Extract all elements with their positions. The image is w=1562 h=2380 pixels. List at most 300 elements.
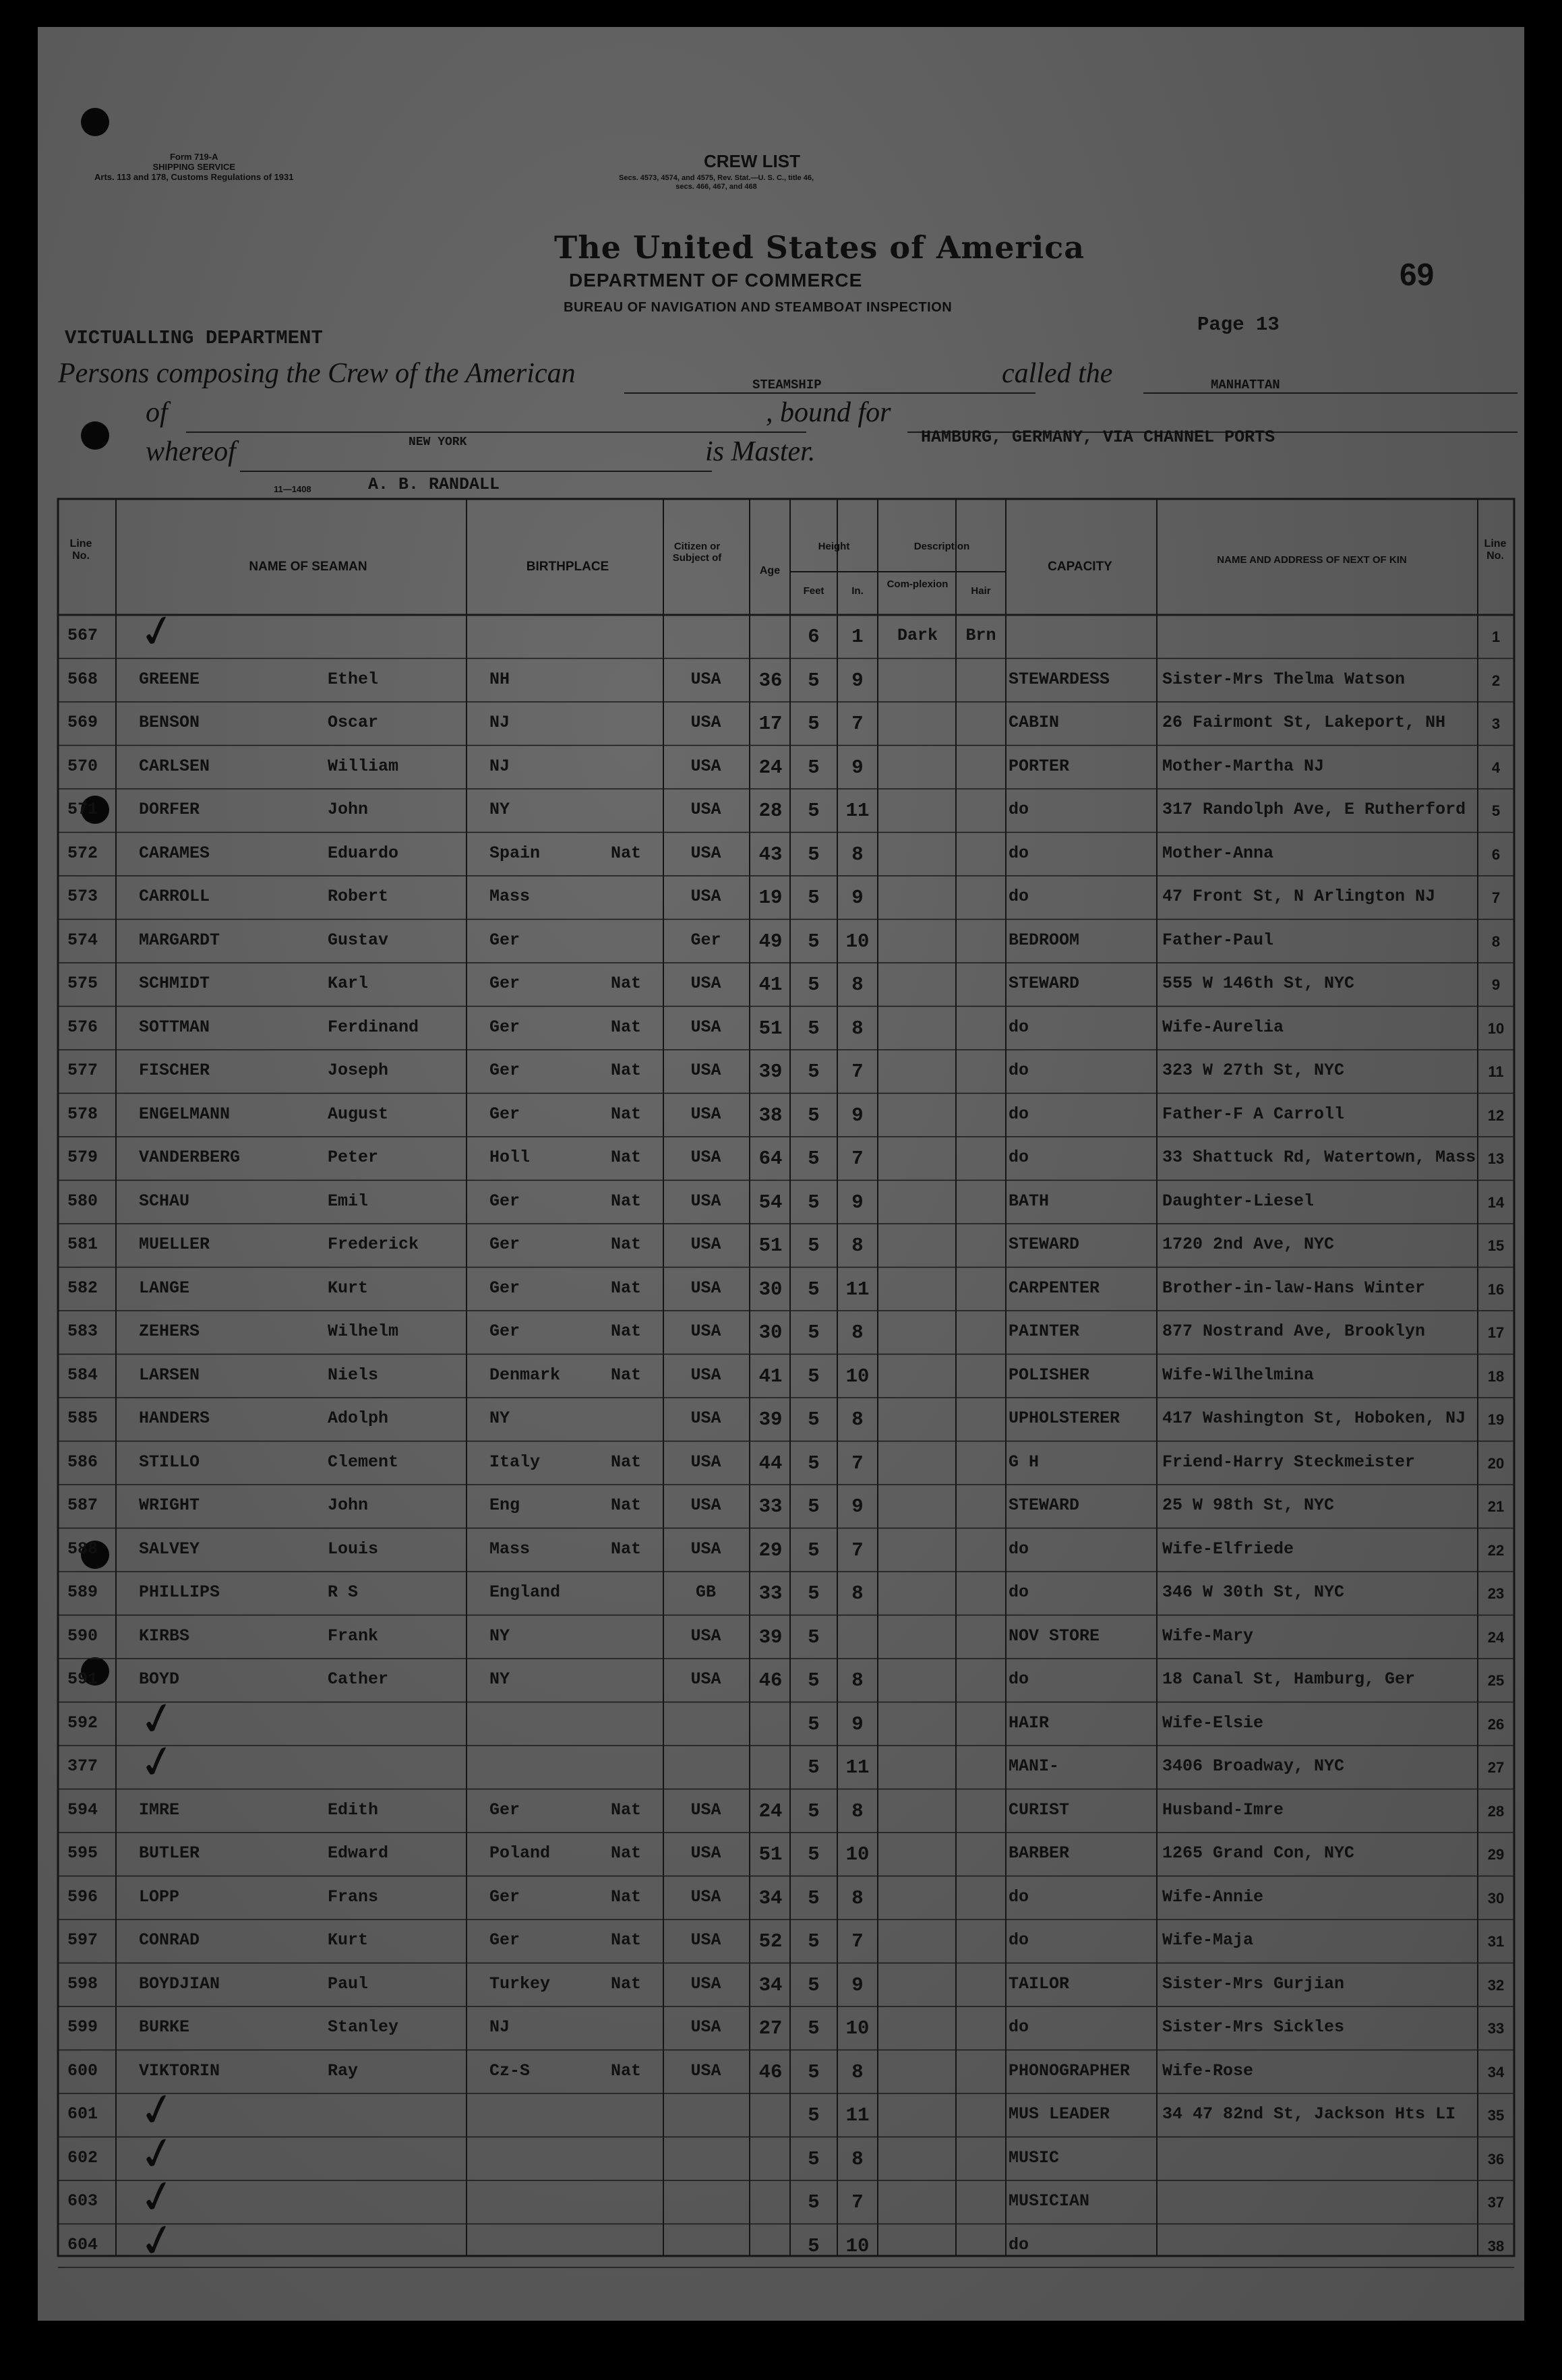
citizen-of: USA [690,1930,721,1950]
height-feet: 5 [808,1365,820,1388]
line-number: 8 [1491,932,1501,950]
next-of-kin: 317 Randolph Ave, E Rutherford [1162,800,1466,819]
seaman-surname: LARSEN [139,1365,200,1385]
height-feet: 5 [808,669,820,692]
next-of-kin: 1720 2nd Ave, NYC [1162,1234,1335,1254]
next-of-kin: Wife-Elfriede [1162,1539,1294,1559]
birthplace: Ger [489,1234,520,1254]
birthplace: Ger [489,930,520,950]
height-feet: 5 [808,800,820,822]
birthplace: Denmark [489,1365,561,1385]
seaman-given-name: John [328,1495,369,1515]
height-inches: 7 [851,713,864,735]
height-feet: 5 [808,756,820,779]
row-serial: 583 [67,1321,98,1341]
check-mark-icon: ✓ [133,2168,181,2226]
next-of-kin: Husband-Imre [1162,1799,1284,1820]
check-mark-icon: ✓ [133,2211,181,2270]
birthplace: NY [489,1669,510,1689]
height-inches: 7 [851,1061,864,1083]
capacity: do [1009,1061,1029,1080]
citizen-of: USA [690,669,721,689]
age: 46 [758,1669,783,1692]
height-feet: 5 [808,1104,820,1127]
height-inches: 10 [845,930,870,953]
seaman-given-name: Emil [328,1191,369,1211]
capacity: STEWARD [1009,1234,1080,1254]
row-serial: 568 [67,669,98,689]
row-serial: 569 [67,713,98,732]
department-name: DEPARTMENT OF COMMERCE [569,270,863,291]
is-master-label: is Master. [705,436,816,467]
age: 41 [758,1365,783,1388]
height-inches: 7 [851,2191,864,2213]
seaman-surname: SCHMIDT [139,974,210,993]
citizen-of: USA [690,1799,721,1820]
seaman-surname: KIRBS [139,1626,190,1646]
height-inches: 8 [851,2060,864,2083]
citizen-of: USA [690,887,721,906]
citizen-of: USA [690,2060,721,2081]
birthplace: NJ [489,2017,510,2037]
naturalized: Nat [611,1061,642,1080]
row-serial: 590 [67,1626,98,1646]
row-serial: 601 [67,2104,98,2124]
naturalized: Nat [611,1539,642,1559]
birthplace: Ger [489,1191,520,1211]
col-line-no: Line No. [69,538,92,562]
age: 54 [758,1191,783,1214]
naturalized: Nat [611,1799,642,1820]
next-of-kin: Wife-Annie [1162,1886,1264,1907]
birthplace: Holl [489,1148,531,1167]
line-number: 10 [1487,1019,1505,1037]
line-number: 23 [1487,1585,1505,1602]
naturalized: Nat [611,1365,642,1385]
capacity: BEDROOM [1009,930,1080,950]
seaman-given-name: Ethel [328,669,379,689]
row-serial: 570 [67,756,98,776]
birthplace: NJ [489,713,510,732]
seaman-given-name: John [328,800,369,819]
height-feet: 5 [808,930,820,953]
naturalized: Nat [611,1452,642,1472]
capacity: BATH [1009,1191,1050,1211]
height-inches: 8 [851,974,864,996]
age: 49 [758,930,783,953]
citizen-of: Ger [690,930,721,950]
col-next-of-kin: NAME AND ADDRESS OF NEXT OF KIN [1217,554,1407,566]
bureau-name: BUREAU OF NAVIGATION AND STEAMBOAT INSPECTION [564,300,953,315]
capacity: do [1009,2234,1029,2255]
row-serial: 599 [67,2017,98,2037]
seaman-given-name: Frederick [328,1234,419,1254]
birthplace: Ger [489,1278,520,1298]
age: 52 [758,1930,783,1953]
birthplace: NY [489,800,510,819]
seaman-given-name: Frans [328,1886,379,1907]
height-feet: 5 [808,974,820,996]
next-of-kin: Wife-Elsie [1162,1713,1264,1733]
line-number: 12 [1487,1106,1505,1124]
next-of-kin: 33 Shattuck Rd, Watertown, Mass [1162,1148,1476,1167]
height-feet: 5 [808,2234,820,2257]
row-serial: 377 [67,1756,98,1776]
naturalized: Nat [611,1886,642,1907]
height-feet: 5 [808,1669,820,1692]
line-number: 14 [1487,1193,1505,1211]
capacity: TAILOR [1009,1973,1070,1994]
seaman-given-name: Cather [328,1669,389,1689]
seaman-given-name: Edward [328,1843,389,1863]
next-of-kin: Brother-in-law-Hans Winter [1162,1278,1426,1298]
col-hair: Hair [971,585,991,597]
height-feet: 5 [808,1713,820,1735]
seaman-given-name: Peter [328,1148,379,1167]
birthplace: Poland [489,1843,551,1863]
col-height: Height [818,541,850,552]
line-number: 5 [1491,802,1501,819]
seaman-surname: STILLO [139,1452,200,1472]
citizen-of: USA [690,1539,721,1559]
line-number: 15 [1487,1237,1505,1254]
seaman-given-name: Oscar [328,713,379,732]
age: 33 [758,1495,783,1518]
row-serial: 581 [67,1234,98,1254]
capacity: do [1009,1104,1029,1124]
height-inches: 11 [845,1756,870,1779]
next-of-kin: 346 W 30th St, NYC [1162,1582,1345,1602]
naturalized: Nat [611,1017,642,1037]
line-number: 20 [1487,1454,1505,1472]
naturalized: Nat [611,1930,642,1950]
seaman-given-name: Ray [328,2060,359,2081]
line-number: 13 [1487,1150,1505,1167]
citizen-of: USA [690,1321,721,1341]
line-number: 24 [1487,1628,1505,1646]
seaman-surname: ZEHERS [139,1321,200,1341]
line-number: 1 [1491,628,1501,645]
citizen-of: USA [690,1017,721,1037]
col-birthplace: BIRTHPLACE [526,560,609,574]
citizen-of: USA [690,1886,721,1907]
birthplace: NH [489,669,510,689]
height-inches: 8 [851,1234,864,1257]
citizen-of: USA [690,1973,721,1994]
age: 38 [758,1104,783,1127]
row-serial: 600 [67,2060,98,2081]
row-serial: 574 [67,930,98,950]
capacity: do [1009,887,1029,906]
row-serial: 579 [67,1148,98,1167]
height-inches: 9 [851,669,864,692]
citizen-of: USA [690,1843,721,1863]
seaman-given-name: Gustav [328,930,389,950]
line-number: 6 [1491,845,1501,863]
age: 17 [758,713,783,735]
height-feet: 5 [808,843,820,866]
col-citizen: Citizen or Subject of [672,541,722,564]
citizen-of: GB [695,1582,716,1602]
height-feet: 5 [808,1799,820,1822]
next-of-kin: 555 W 146th St, NYC [1162,974,1355,993]
capacity: BARBER [1009,1843,1070,1863]
seaman-given-name: Louis [328,1539,379,1559]
bound-for-label: , bound for [766,397,891,428]
row-serial: 589 [67,1582,98,1602]
citizen-of: USA [690,1626,721,1646]
age: 51 [758,1234,783,1257]
line-number: 22 [1487,1541,1505,1559]
seaman-surname: SALVEY [139,1539,200,1559]
citizen-of: USA [690,756,721,776]
row-serial: 596 [67,1886,98,1907]
next-of-kin: 3406 Broadway, NYC [1162,1756,1345,1776]
row-serial: 582 [67,1278,98,1298]
height-inches: 8 [851,1669,864,1692]
birthplace: Ger [489,1930,520,1950]
next-of-kin: Mother-Anna [1162,843,1274,863]
citizen-of: USA [690,1104,721,1124]
citizen-of: USA [690,1452,721,1472]
height-feet: 6 [808,626,820,648]
naturalized: Nat [611,1843,642,1863]
birthplace: Ger [489,1886,520,1907]
height-feet: 5 [808,1452,820,1475]
naturalized: Nat [611,1148,642,1167]
height-inches: 8 [851,1321,864,1344]
line-number: 11 [1488,1063,1504,1080]
line-number: 33 [1487,2020,1505,2037]
height-feet: 5 [808,1582,820,1605]
seaman-surname: DORFER [139,800,200,819]
seaman-surname: FISCHER [139,1061,210,1080]
line-number: 32 [1487,1976,1505,1994]
naturalized: Nat [611,2060,642,2081]
seaman-surname: CARAMES [139,843,210,863]
height-inches: 9 [851,756,864,779]
row-serial: 576 [67,1017,98,1037]
row-serial: 597 [67,1930,98,1950]
height-feet: 5 [808,1278,820,1301]
seaman-given-name: Niels [328,1365,379,1385]
citizen-of: USA [690,1408,721,1428]
row-serial: 584 [67,1365,98,1385]
age: 24 [758,756,783,779]
age: 51 [758,1017,783,1040]
capacity: CARPENTER [1009,1278,1100,1298]
home-port: NEW YORK [409,436,467,449]
height-inches: 10 [845,2017,870,2040]
next-of-kin: Sister-Mrs Thelma Watson [1162,669,1406,689]
row-serial: 573 [67,887,98,906]
height-inches: 10 [845,2234,870,2257]
row-serial: 578 [67,1104,98,1124]
row-serial: 585 [67,1408,98,1428]
seaman-given-name: Clement [328,1452,399,1472]
seaman-surname: LANGE [139,1278,190,1298]
line-number: 25 [1487,1672,1505,1689]
birthplace: Cz-S [489,2060,531,2081]
seaman-given-name: Joseph [328,1061,389,1080]
naturalized: Nat [611,1321,642,1341]
col-line-no-right: Line No. [1484,538,1507,562]
line-number: 18 [1487,1367,1505,1385]
birthplace: NY [489,1408,510,1428]
age: 30 [758,1321,783,1344]
seaman-given-name: Edith [328,1799,379,1820]
height-inches: 8 [851,1582,864,1605]
line-number: 2 [1491,672,1501,689]
seaman-surname: BUTLER [139,1843,200,1863]
statute-reference: Secs. 4573, 4574, and 4575, Rev. Stat.—U. S. C., title 46, secs. 466, 467, and 468 [619,174,814,191]
seaman-surname: WRIGHT [139,1495,200,1515]
height-feet: 5 [808,1756,820,1779]
capacity: do [1009,1930,1029,1950]
birthplace: Ger [489,974,520,993]
citizen-of: USA [690,843,721,863]
capacity: STEWARDESS [1009,669,1110,689]
height-inches: 8 [851,1886,864,1909]
height-inches: 9 [851,1495,864,1518]
birthplace: Eng [489,1495,520,1515]
seaman-surname: CARROLL [139,887,210,906]
seaman-given-name: Paul [328,1973,369,1994]
seaman-surname: LOPP [139,1886,180,1907]
col-inches: In. [851,585,864,597]
seaman-surname: SCHAU [139,1191,190,1211]
capacity: do [1009,2017,1029,2037]
check-mark-icon: ✓ [133,1689,181,1748]
height-feet: 5 [808,713,820,735]
crew-list-title: CREW LIST [704,151,800,171]
naturalized: Nat [611,1973,642,1994]
naturalized: Nat [611,974,642,993]
height-inches: 9 [851,887,864,909]
line-number: 3 [1491,715,1501,732]
age: 34 [758,1973,783,1996]
height-feet: 5 [808,2191,820,2213]
capacity: do [1009,1582,1029,1602]
birthplace: Italy [489,1452,541,1472]
birthplace: Ger [489,1799,520,1820]
row-serial: 588 [67,1539,98,1559]
age: 41 [758,974,783,996]
height-feet: 5 [808,1191,820,1214]
height-feet: 5 [808,2017,820,2040]
form-id: Form 719-A SHIPPING SERVICE Arts. 113 and 178, Customs Regulations of 1931 [94,152,294,182]
height-feet: 5 [808,2104,820,2126]
height-inches: 9 [851,1191,864,1214]
age: 28 [758,800,783,822]
row-serial: 575 [67,974,98,993]
check-mark-icon: ✓ [133,2124,181,2183]
capacity: do [1009,1017,1029,1037]
height-feet: 5 [808,1539,820,1561]
vessel-type: STEAMSHIP [752,378,822,392]
citizen-of: USA [690,1061,721,1080]
seaman-given-name: Ferdinand [328,1017,419,1037]
citizen-of: USA [690,2017,721,2037]
height-inches: 8 [851,1408,864,1431]
capacity: G H [1009,1452,1040,1472]
seaman-surname: MARGARDT [139,930,220,950]
capacity: do [1009,843,1029,863]
height-feet: 5 [808,1886,820,1909]
seaman-given-name: R S [328,1582,359,1602]
citizen-of: USA [690,1278,721,1298]
row-serial: 580 [67,1191,98,1211]
line-number: 34 [1487,2063,1505,2081]
height-inches: 10 [845,1843,870,1866]
birthplace: Turkey [489,1973,551,1994]
height-feet: 5 [808,1930,820,1953]
seaman-surname: BURKE [139,2017,190,2037]
line-number: 38 [1487,2237,1505,2255]
age: 34 [758,1886,783,1909]
seaman-given-name: Adolph [328,1408,389,1428]
age: 64 [758,1148,783,1170]
next-of-kin: Father-Paul [1162,930,1274,950]
age: 33 [758,1582,783,1605]
capacity: CURIST [1009,1799,1070,1820]
seaman-surname: VANDERBERG [139,1148,241,1167]
row-serial: 587 [67,1495,98,1515]
check-mark-icon: ✓ [133,602,181,661]
line-number: 26 [1487,1715,1505,1733]
col-capacity: CAPACITY [1048,560,1112,574]
next-of-kin: 18 Canal St, Hamburg, Ger [1162,1669,1416,1689]
seaman-surname: CARLSEN [139,756,210,776]
stamp-number: 69 [1400,257,1435,292]
seaman-surname: IMRE [139,1799,180,1820]
line-number: 27 [1487,1759,1505,1776]
next-of-kin: Sister-Mrs Gurjian [1162,1973,1345,1994]
seaman-surname: CONRAD [139,1930,200,1950]
citizen-of: USA [690,974,721,993]
citizen-of: USA [690,713,721,732]
seaman-surname: SOTTMAN [139,1017,210,1037]
age: 29 [758,1539,783,1561]
crew-of-american-label: Persons composing the Crew of the American [58,358,576,389]
seaman-surname: HANDERS [139,1408,210,1428]
line-number: 4 [1491,758,1501,776]
called-the-label: called the [1002,358,1113,389]
capacity: PORTER [1009,756,1070,776]
height-feet: 5 [808,1148,820,1170]
col-feet: Feet [803,585,824,597]
line-number: 7 [1491,889,1501,906]
birthplace: Ger [489,1017,520,1037]
capacity: do [1009,1669,1029,1689]
next-of-kin: Mother-Martha NJ [1162,756,1325,776]
height-inches: 9 [851,1973,864,1996]
age: 43 [758,843,783,866]
height-feet: 5 [808,1495,820,1518]
capacity: do [1009,800,1029,819]
height-inches: 8 [851,843,864,866]
next-of-kin: Father-F A Carroll [1162,1104,1345,1124]
col-age: Age [759,565,781,576]
line-number: 30 [1487,1889,1505,1907]
next-of-kin: Wife-Wilhelmina [1162,1365,1315,1385]
age: 46 [758,2060,783,2083]
height-inches: 9 [851,1713,864,1735]
capacity: MANI- [1009,1756,1060,1776]
row-serial: 594 [67,1799,98,1820]
next-of-kin: 34 47 82nd St, Jackson Hts LI [1162,2104,1456,2124]
citizen-of: USA [690,800,721,819]
